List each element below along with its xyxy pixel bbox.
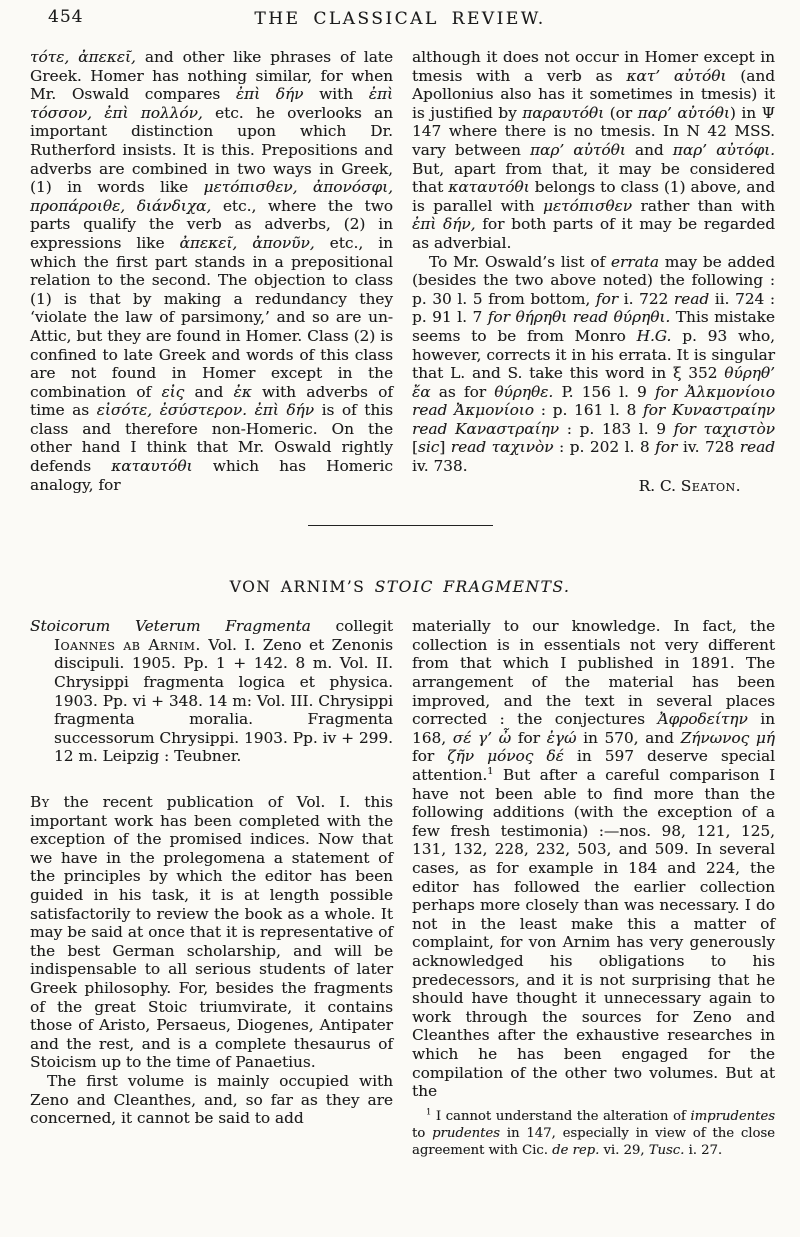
- paragraph: To Mr. Oswald’s list of errata may be added (besides the two above noted) the following : p. 30 l. 5 from bottom, for i. 722 read ii. 724 : p. 91 l. 7 for θήρηθι read θύρηθι. This mistake seems to be from Monro H.G. p. 93 who, however, corrects it in his errata. It is singular that L. and S. take this word in ξ 352 θύρηθ’ ἔα as for θύρηθε. P. 156 l. 9 for Ἀλκμονίοιο read Ἀκμονίοιο : p. 161 l. 8 for Κυναστραίην read Καναστραίην : p. 183 l. 9 for ταχιστὸν [sic] read ταχινὸν : p. 202 l. 8 for iv. 728 read iv. 738.: [412, 252, 776, 476]
- section-divider: [308, 525, 493, 526]
- footnote: $^1$ I cannot understand the alteration of imprudentes to prudentes in 147, especially in view of the close agreement with Cic. de rep. vi. 29, Tusc. i. 27.: [412, 1106, 775, 1158]
- article-von-arnim-review: [0, 617, 800, 1158]
- paragraph: By the recent publication of Vol. I. this important work has been completed with the exception of the promised indices. Now that we have in the prolegomena a statement of the principles by which the editor has been guided in his task, it is at length possible satisfactorily to review the book as a whole. It may be said at once that it is representative of the best German scholarship, and will be indispensable to all serious students of later Greek philosophy. For, besides the fragments of the great Stoic triumvirate, it contains those of Aristo, Persaeus, Diogenes, Antipater and the rest, and is a complete thesaurus of Stoicism up to the time of Panaetius.: [30, 793, 393, 1072]
- article1-right-column: [412, 48, 775, 495]
- paragraph: although it does not occur in Homer except in tmesis with a verb as κατ’ αὐτόθι (and Apollonius also has it sometimes in tmesis) it is justified by παραυτόθι (or παρ’ αὐτόθι) in Ψ 147 where there is no tmesis. In N 42 MSS. vary between παρ’ αὐτόθι and παρ’ αὐτόφι. But, apart from that, it may be considered that καταυτόθι belongs to class (1) above, and is parallel with μετόπισθεν rather than with ἐπὶ δήν, for both parts of it may be regarded as adverbial.: [412, 48, 775, 252]
- article-oswald-review-end: [0, 48, 800, 495]
- page-header: [0, 0, 800, 40]
- page-number: 454: [48, 7, 84, 27]
- journal-title: THE CLASSICAL REVIEW.: [254, 9, 546, 29]
- paragraph: The first volume is mainly occupied with Zeno and Cleanthes, and, so far as they are concerned, it cannot be said to add: [30, 1071, 393, 1128]
- article2-title: VON ARNIM’S STOIC FRAGMENTS.: [229, 578, 571, 597]
- article1-left-column: [30, 48, 393, 495]
- paragraph: τότε, ἀπεκεῖ, and other like phrases of late Greek. Homer has nothing similar, for when Mr. Oswald compares ἐπὶ δήν with ἐπὶ τόσσον, ἐπὶ πολλόν, etc. he overlooks an important distinction upon which Dr. Rutherford insists. It is this. Prepositions and adverbs are combined in two ways in Greek, (1) in words like μετόπισθεν, ἀπονόσφι, προπάροιθε, διάνδιχα, etc., where the two parts qualify the verb as adverbs, (2) in expressions like ἀπεκεῖ, ἀπονῦν, etc., in which the first part stands in a prepositional relation to the second. The objection to class (1) is that by making a redundancy they ‘violate the law of parsimony,’ and so are un-Attic, but they are found in Homer. Class (2) is confined to late Greek and words of this class are not found in Homer except in the combination of εἰς and ἐκ with adverbs of time as εἰσότε, ἐσύστερον. ἐπὶ δήν is of this class and therefore non-Homeric. On the other hand I think that Mr. Oswald rightly defends καταυτόθι which has Homeric analogy, for: [30, 48, 394, 494]
- author-signature: R. C. Seaton.: [638, 476, 741, 495]
- bibliographic-heading: Stoicorum Veterum Fragmenta collegit Ioannes ab Arnim. Vol. I. Zeno et Zenonis discipuli. 1905. Pp. 1 + 142. 8 m. Vol. II. Chrysippi fragmenta logica et physica. 1903. Pp. vi + 348. 14 m: Vol. III. Chrysippi fragmenta moralia. Fragmenta successorum Chrysippi. 1903. Pp. iv + 299. 12 m. Leipzig : Teubner.: [30, 617, 394, 766]
- article2-left-column: [30, 617, 393, 1158]
- paragraph: materially to our knowledge. In fact, the collection is in essentials not very different from that which I published in 1891. The arrangement of the material has been improved, and the text in several places corrected : the conjectures Ἀφροδείτην in 168, σέ γ’ ὦ for ἐγώ in 570, and Ζήνωνος μή for ζῆν μόνος δέ in 597 deserve special attention.$^1$ But after a careful comparison I have not been able to find more than the following additions (with the exception of a few fresh testimonia) :—nos. 98, 121, 125, 131, 132, 228, 232, 503, and 509. In several cases, as for example in 184 and 224, the editor has followed the earlier collection perhaps more closely than was necessary. I do not in the least make this a matter of complaint, for von Arnim has very generously acknowledged his obligations to his predecessors, and it is not surprising that he should have thought it unnecessary again to work through the sources for Zeno and Cleanthes after the exhaustive researches in which he has been engaged for the compilation of the other two volumes. But at the: [412, 617, 776, 1101]
- article2-right-column: [412, 617, 775, 1158]
